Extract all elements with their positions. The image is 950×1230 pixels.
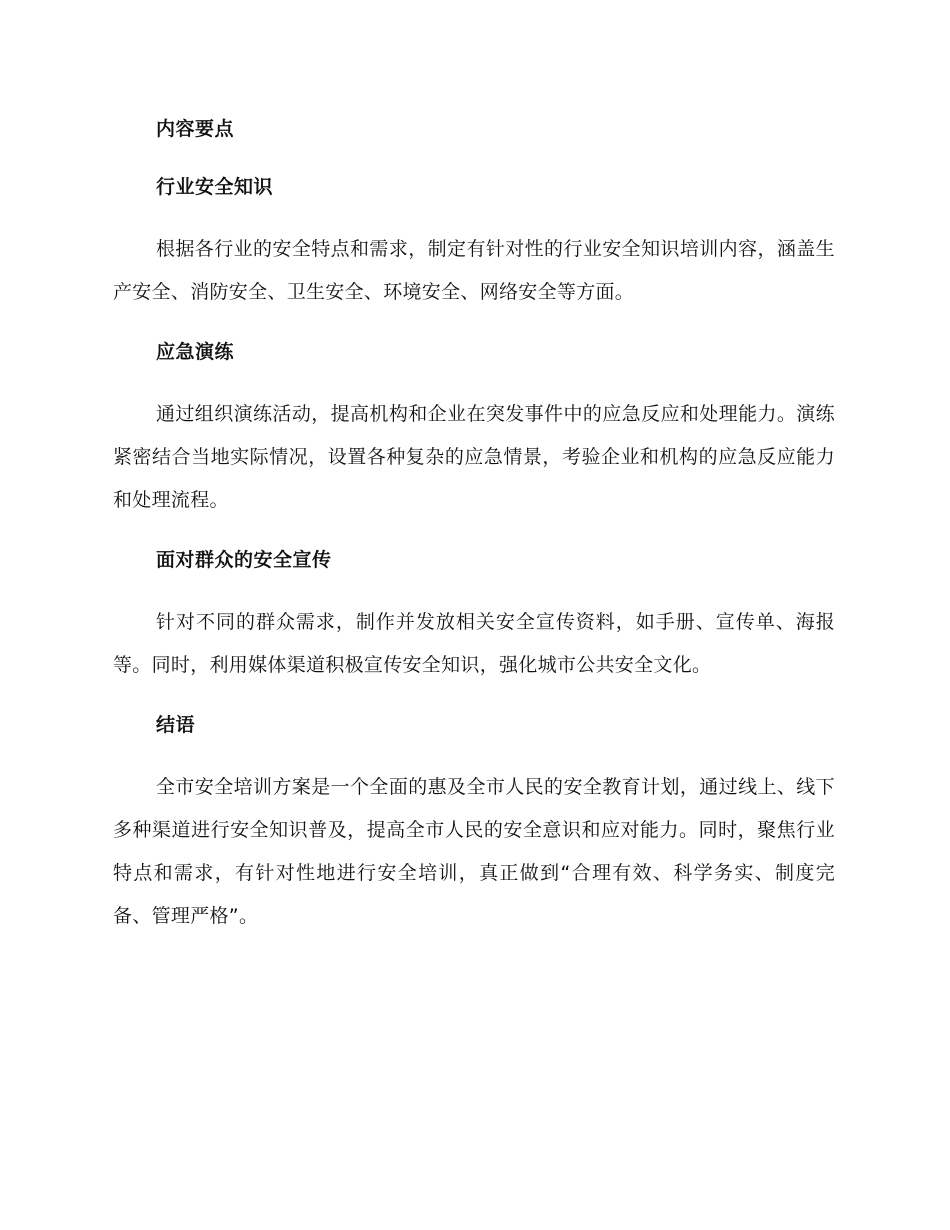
conclusion-paragraph: 全市安全培训方案是一个全面的惠及全市人民的安全教育计划，通过线上、线下多种渠道进行安全知识普及，提高全市人民的安全意识和应对能力。同时，聚焦行业特点和需求，有针对性地进行安全培训，真正做到“合理有效、科学务实、制度完备、管理严格”。 — [113, 776, 835, 927]
document-page — [113, 112, 835, 959]
public-publicity-heading: 面对群众的安全宣传 — [156, 549, 332, 571]
industry-safety-paragraph: 根据各行业的安全特点和需求，制定有针对性的行业安全知识培训内容，涵盖生产安全、消防安全、卫生安全、环境安全、网络安全等方面。 — [113, 238, 835, 303]
section-title: 内容要点 — [156, 118, 235, 140]
conclusion-heading: 结语 — [156, 714, 196, 736]
industry-safety-heading: 行业安全知识 — [156, 176, 274, 198]
public-publicity-paragraph: 针对不同的群众需求，制作并发放相关安全宣传资料，如手册、宣传单、海报等。同时，利用媒体渠道积极宣传安全知识，强化城市公共安全文化。 — [113, 611, 835, 676]
emergency-drill-paragraph: 通过组织演练活动，提高机构和企业在突发事件中的应急反应和处理能力。演练紧密结合当地实际情况，设置各种复杂的应急情景，考验企业和机构的应急反应能力和处理流程。 — [113, 403, 835, 511]
emergency-drill-heading: 应急演练 — [156, 341, 235, 363]
